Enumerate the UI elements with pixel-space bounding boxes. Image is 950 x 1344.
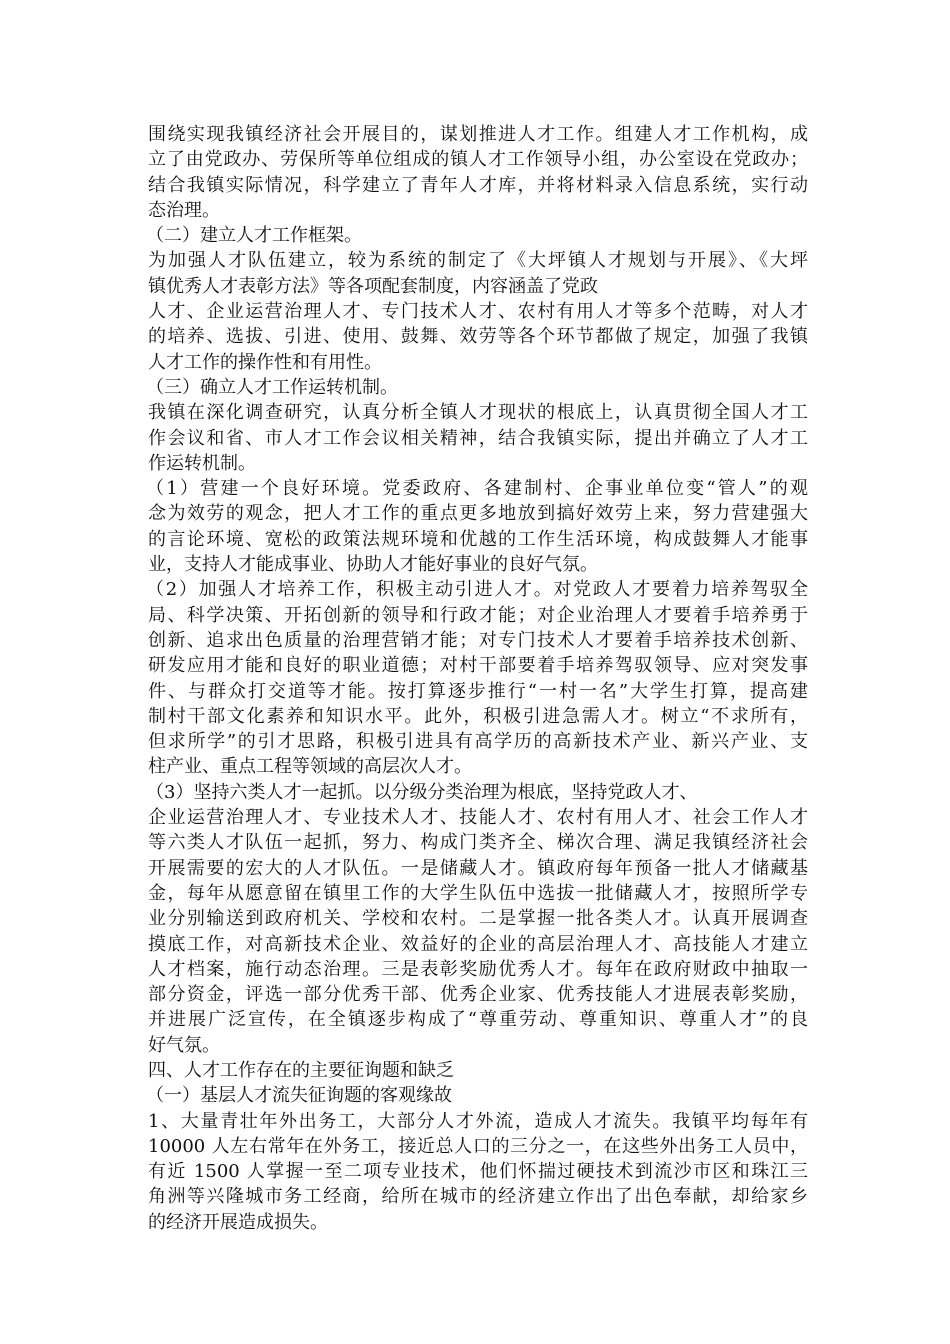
text-line: 人才工作的操作性和有用性。: [148, 351, 382, 373]
text-line: 摸底工作，对高新技术企业、效益好的企业的高层治理人才、高技能人才建立: [148, 933, 808, 955]
text-line: 为加强人才队伍建立，较为系统的制定了《大坪镇人才规划与开展》、《大坪: [148, 250, 808, 272]
text-line: 10000 人左右常年在外务工，接近总人口的三分之一，在这些外出务工人员中，: [148, 1135, 808, 1157]
text-line: （一）基层人才流失征询题的客观缘故: [146, 1085, 452, 1107]
text-line: 念为效劳的观念，把人才工作的重点更多地放到搞好效劳上来，努力营建强大: [148, 503, 808, 525]
text-line: 业，支持人才能成事业、协助人才能好事业的良好气氛。: [148, 554, 598, 576]
text-line: 件、与群众打交道等才能。按打算逐步推行“一村一名”大学生打算，提高建: [148, 680, 808, 702]
text-line: 企业运营治理人才、专业技术人才、技能人才、农村有用人才、社会工作人才: [148, 807, 808, 829]
text-line: 业分别输送到政府机关、学校和农村。二是掌握一批各类人才。认真开展调查: [148, 908, 808, 930]
text-line: （1）营建一个良好环境。党委政府、各建制村、企事业单位变“管人”的观: [146, 478, 808, 500]
text-line: 等六类人才队伍一起抓，努力、构成门类齐全、梯次合理、满足我镇经济社会: [148, 832, 808, 854]
text-line: （2）加强人才培养工作，积极主动引进人才。对党政人才要着力培养驾驭全: [146, 579, 808, 601]
text-line: 开展需要的宏大的人才队伍。一是储藏人才。镇政府每年预备一批人才储藏基: [148, 857, 808, 879]
text-line: 结合我镇实际情况，科学建立了青年人才库，并将材料录入信息系统，实行动: [148, 174, 808, 196]
text-line: 研发应用才能和良好的职业道德；对村干部要着手培养驾驭领导、应对突发事: [148, 655, 808, 677]
text-line: 人才档案，施行动态治理。三是表彰奖励优秀人才。每年在政府财政中抽取一: [148, 958, 808, 980]
text-line: 的经济开展造成损失。: [148, 1211, 328, 1233]
text-line: 柱产业、重点工程等领域的高层次人才。: [148, 756, 472, 778]
text-line: 1、大量青壮年外出务工，大部分人才外流，造成人才流失。我镇平均每年有: [148, 1110, 808, 1132]
text-line: 角洲等兴隆城市务工经商，给所在城市的经济建立作出了出色奉献，却给家乡: [148, 1186, 808, 1208]
text-line: 态治理。: [148, 199, 220, 221]
text-line: 作运转机制。: [148, 452, 256, 474]
text-line: 的培养、选拔、引进、使用、鼓舞、效劳等各个环节都做了规定，加强了我镇: [148, 326, 808, 348]
text-line: 立了由党政办、劳保所等单位组成的镇人才工作领导小组，办公室设在党政办；: [148, 149, 808, 171]
text-line: 围绕实现我镇经济社会开展目的，谋划推进人才工作。组建人才工作机构，成: [148, 124, 808, 145]
text-line: 作会议和省、市人才工作会议相关精神，结合我镇实际，提出并确立了人才工: [148, 427, 808, 449]
text-line: 但求所学”的引才思路，积极引进具有高学历的高新技术产业、新兴产业、支: [148, 731, 808, 753]
text-line: 好气氛。: [148, 1034, 220, 1056]
text-line: 部分资金，评选一部分优秀干部、优秀企业家、优秀技能人才进展表彰奖励，: [148, 984, 808, 1006]
document-body: [148, 122, 808, 1235]
text-line: 镇优秀人才表彰方法》等各项配套制度，内容涵盖了党政: [148, 275, 598, 297]
text-line: 并进展广泛宣传，在全镇逐步构成了“尊重劳动、尊重知识、尊重人才”的良: [148, 1009, 808, 1031]
text-line: （二）建立人才工作框架。: [146, 225, 362, 247]
text-line: 制村干部文化素养和知识水平。此外，积极引进急需人才。树立“不求所有，: [148, 705, 808, 727]
text-line: 的言论环境、宽松的政策法规环境和优越的工作生活环境，构成鼓舞人才能事: [148, 528, 808, 550]
text-line: 金，每年从愿意留在镇里工作的大学生队伍中选拔一批储藏人才，按照所学专: [148, 882, 808, 904]
text-line: 人才、企业运营治理人才、专门技术人才、农村有用人才等多个范畴，对人才: [148, 301, 808, 323]
text-line: 创新、追求出色质量的治理营销才能；对专门技术人才要着手培养技术创新、: [148, 629, 808, 651]
text-line: 四、人才工作存在的主要征询题和缺乏: [148, 1059, 454, 1081]
text-line: 有近 1500 人掌握一至二项专业技术，他们怀揣过硬技术到流沙市区和珠江三: [148, 1161, 808, 1183]
text-line: 局、科学决策、开拓创新的领导和行政才能；对企业治理人才要着手培养勇于: [148, 604, 808, 626]
text-line: （3）坚持六类人才一起抓。以分级分类治理为根底，坚持党政人才、: [146, 781, 698, 803]
text-line: （三）确立人才工作运转机制。: [146, 376, 398, 398]
text-line: 我镇在深化调查研究，认真分析全镇人才现状的根底上，认真贯彻全国人才工: [148, 402, 808, 424]
